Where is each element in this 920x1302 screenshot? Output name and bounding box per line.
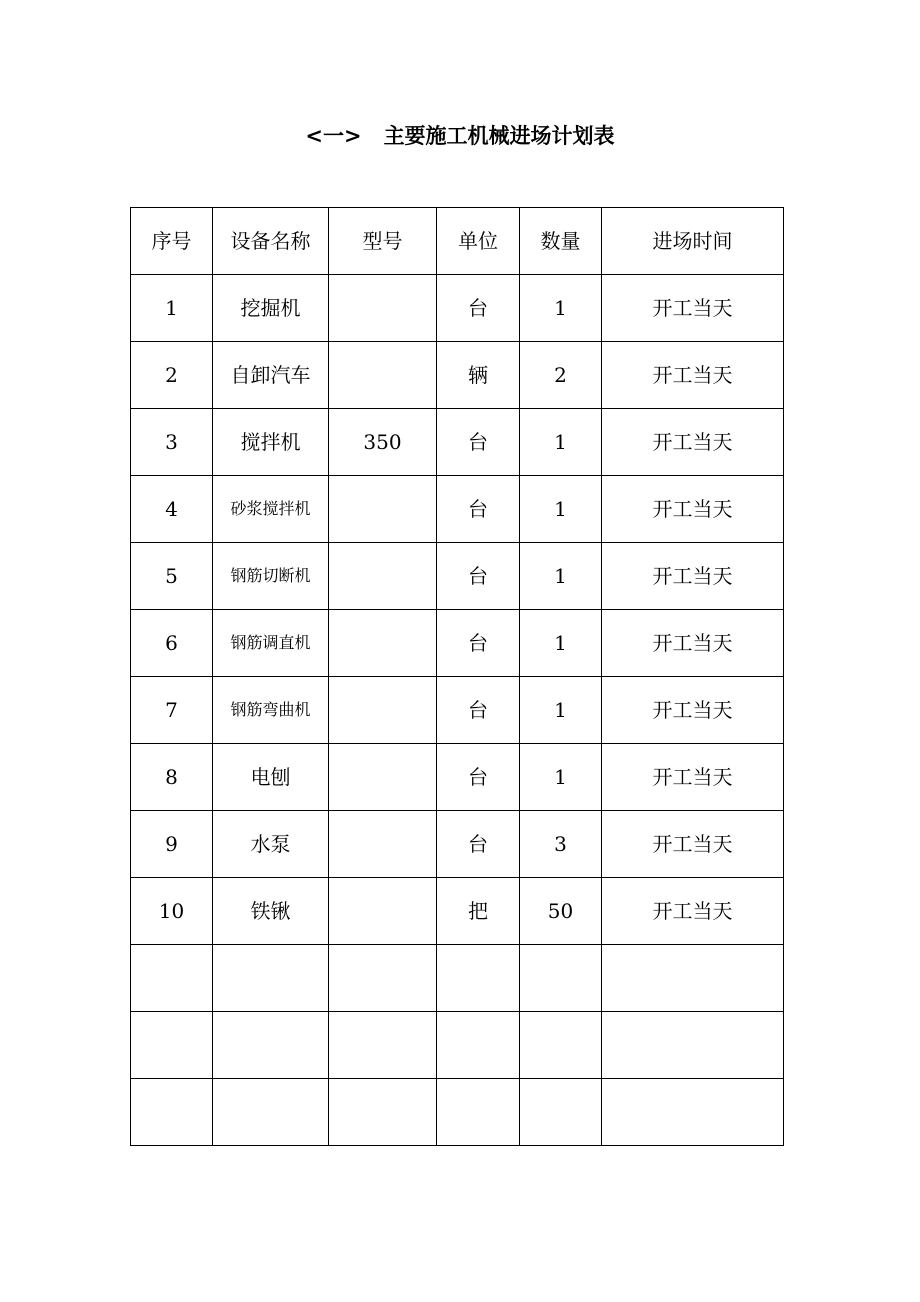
header-cell-index: 序号 bbox=[131, 208, 213, 275]
cell-arrival-time: 开工当天 bbox=[602, 610, 784, 677]
cell-arrival-time bbox=[602, 1079, 784, 1146]
cell-arrival-time: 开工当天 bbox=[602, 878, 784, 945]
cell-unit: 台 bbox=[437, 275, 520, 342]
cell-unit: 台 bbox=[437, 811, 520, 878]
header-cell-arrival-time: 进场时间 bbox=[602, 208, 784, 275]
cell-name bbox=[213, 1012, 329, 1079]
cell-index bbox=[131, 945, 213, 1012]
cell-quantity: 1 bbox=[520, 275, 602, 342]
cell-quantity bbox=[520, 1012, 602, 1079]
cell-name: 水泵 bbox=[213, 811, 329, 878]
cell-index: 6 bbox=[131, 610, 213, 677]
equipment-plan-table bbox=[130, 207, 784, 1146]
table-row-empty bbox=[131, 945, 784, 1012]
cell-index: 9 bbox=[131, 811, 213, 878]
cell-arrival-time: 开工当天 bbox=[602, 275, 784, 342]
cell-arrival-time: 开工当天 bbox=[602, 409, 784, 476]
cell-model bbox=[329, 610, 437, 677]
cell-index: 4 bbox=[131, 476, 213, 543]
cell-unit bbox=[437, 1079, 520, 1146]
cell-index: 5 bbox=[131, 543, 213, 610]
cell-model bbox=[329, 543, 437, 610]
cell-arrival-time: 开工当天 bbox=[602, 744, 784, 811]
cell-unit bbox=[437, 1012, 520, 1079]
table-row bbox=[131, 677, 784, 744]
header-row bbox=[131, 208, 784, 275]
cell-arrival-time: 开工当天 bbox=[602, 543, 784, 610]
cell-unit: 台 bbox=[437, 610, 520, 677]
cell-unit: 台 bbox=[437, 409, 520, 476]
cell-name: 电刨 bbox=[213, 744, 329, 811]
cell-model bbox=[329, 744, 437, 811]
cell-name: 砂浆搅拌机 bbox=[213, 476, 329, 543]
table-row bbox=[131, 543, 784, 610]
title-text: 主要施工机械进场计划表 bbox=[383, 123, 615, 148]
cell-index: 1 bbox=[131, 275, 213, 342]
cell-index: 10 bbox=[131, 878, 213, 945]
table-row bbox=[131, 476, 784, 543]
cell-index: 8 bbox=[131, 744, 213, 811]
cell-name: 搅拌机 bbox=[213, 409, 329, 476]
cell-name: 铁锹 bbox=[213, 878, 329, 945]
cell-quantity: 1 bbox=[520, 610, 602, 677]
cell-unit: 台 bbox=[437, 476, 520, 543]
cell-quantity: 3 bbox=[520, 811, 602, 878]
cell-unit bbox=[437, 945, 520, 1012]
cell-arrival-time: 开工当天 bbox=[602, 476, 784, 543]
cell-name: 钢筋调直机 bbox=[213, 610, 329, 677]
cell-unit: 台 bbox=[437, 744, 520, 811]
page-title bbox=[0, 118, 920, 154]
cell-index: 7 bbox=[131, 677, 213, 744]
cell-arrival-time: 开工当天 bbox=[602, 677, 784, 744]
table-body bbox=[131, 208, 784, 1146]
cell-model bbox=[329, 945, 437, 1012]
cell-arrival-time bbox=[602, 945, 784, 1012]
cell-quantity: 1 bbox=[520, 744, 602, 811]
table-row bbox=[131, 275, 784, 342]
cell-model bbox=[329, 677, 437, 744]
table-row bbox=[131, 744, 784, 811]
cell-name: 自卸汽车 bbox=[213, 342, 329, 409]
table-row bbox=[131, 811, 784, 878]
cell-name: 钢筋切断机 bbox=[213, 543, 329, 610]
cell-model bbox=[329, 476, 437, 543]
table-row bbox=[131, 409, 784, 476]
cell-quantity bbox=[520, 945, 602, 1012]
cell-quantity: 1 bbox=[520, 409, 602, 476]
cell-unit: 辆 bbox=[437, 342, 520, 409]
cell-arrival-time: 开工当天 bbox=[602, 811, 784, 878]
cell-arrival-time bbox=[602, 1012, 784, 1079]
cell-index: 2 bbox=[131, 342, 213, 409]
table-row bbox=[131, 610, 784, 677]
cell-name bbox=[213, 1079, 329, 1146]
cell-quantity: 1 bbox=[520, 476, 602, 543]
table-row-empty bbox=[131, 1079, 784, 1146]
cell-name: 挖掘机 bbox=[213, 275, 329, 342]
header-cell-name: 设备名称 bbox=[213, 208, 329, 275]
table-row-empty bbox=[131, 1012, 784, 1079]
title-prefix: <一> bbox=[305, 123, 362, 148]
cell-name: 钢筋弯曲机 bbox=[213, 677, 329, 744]
cell-model bbox=[329, 878, 437, 945]
cell-model bbox=[329, 342, 437, 409]
cell-arrival-time: 开工当天 bbox=[602, 342, 784, 409]
cell-model bbox=[329, 811, 437, 878]
cell-unit: 把 bbox=[437, 878, 520, 945]
cell-model bbox=[329, 1012, 437, 1079]
cell-index: 3 bbox=[131, 409, 213, 476]
cell-quantity: 1 bbox=[520, 543, 602, 610]
cell-quantity: 50 bbox=[520, 878, 602, 945]
cell-unit: 台 bbox=[437, 543, 520, 610]
header-cell-unit: 单位 bbox=[437, 208, 520, 275]
cell-unit: 台 bbox=[437, 677, 520, 744]
cell-model bbox=[329, 1079, 437, 1146]
cell-index bbox=[131, 1012, 213, 1079]
table-row bbox=[131, 878, 784, 945]
cell-quantity: 2 bbox=[520, 342, 602, 409]
cell-quantity: 1 bbox=[520, 677, 602, 744]
cell-quantity bbox=[520, 1079, 602, 1146]
header-cell-quantity: 数量 bbox=[520, 208, 602, 275]
table-row bbox=[131, 342, 784, 409]
header-cell-model: 型号 bbox=[329, 208, 437, 275]
cell-index bbox=[131, 1079, 213, 1146]
cell-name bbox=[213, 945, 329, 1012]
cell-model bbox=[329, 275, 437, 342]
cell-model: 350 bbox=[329, 409, 437, 476]
